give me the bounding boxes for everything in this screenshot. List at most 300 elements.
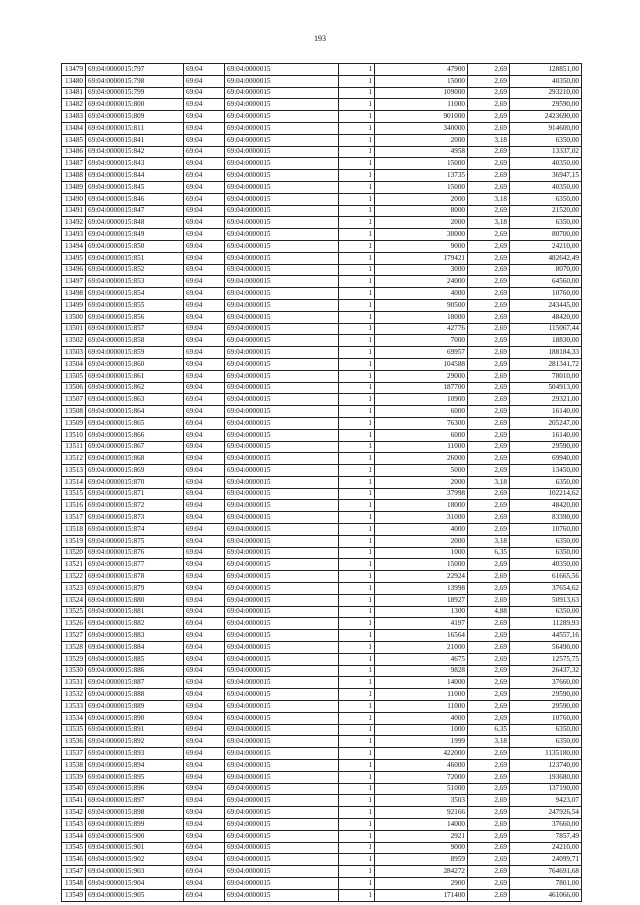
area-cell: 15000 [375,75,468,87]
row-number-cell: 13527 [62,630,86,642]
district-code-cell: 69:04 [184,712,225,724]
table-row [62,618,582,630]
district-code-cell: 69:04 [184,217,225,229]
table-row [62,358,582,370]
row-number-cell: 13519 [62,535,86,547]
cadastral-value-cell: 193680,00 [510,771,582,783]
cadastral-value-cell: 69940,00 [510,453,582,465]
cadastral-number-cell: 69:04:0000015:858 [86,335,184,347]
district-code-cell: 69:04 [184,170,225,182]
cadastral-value-cell: 29590,00 [510,99,582,111]
specific-value-cell: 2,69 [468,264,510,276]
area-cell: 4958 [375,146,468,158]
row-number-cell: 13490 [62,193,86,205]
area-cell: 9828 [375,665,468,677]
cadastral-number-cell: 69:04:0000015:893 [86,748,184,760]
row-number-cell: 13548 [62,877,86,889]
cadastral-number-cell: 69:04:0000015:872 [86,500,184,512]
cadastral-value-cell: 29321,00 [510,394,582,406]
table-row [62,406,582,418]
count-cell: 1 [339,288,375,300]
specific-value-cell: 2,69 [468,406,510,418]
district-code-cell: 69:04 [184,783,225,795]
area-cell: 11000 [375,99,468,111]
district-code-cell: 69:04 [184,736,225,748]
cadastral-value-cell: 83390,00 [510,512,582,524]
cadastral-number-cell: 69:04:0000015:886 [86,665,184,677]
cadastral-number-cell: 69:04:0000015:884 [86,642,184,654]
row-number-cell: 13529 [62,653,86,665]
table-body [62,64,582,902]
cadastral-number-cell: 69:04:0000015:851 [86,252,184,264]
row-number-cell: 13485 [62,134,86,146]
district-code-cell: 69:04 [184,795,225,807]
specific-value-cell: 3,18 [468,736,510,748]
quarter-code-cell: 69:04:0000015 [225,712,339,724]
area-cell: 26000 [375,453,468,465]
table-row [62,252,582,264]
specific-value-cell: 2,69 [468,701,510,713]
district-code-cell: 69:04 [184,583,225,595]
district-code-cell: 69:04 [184,689,225,701]
row-number-cell: 13489 [62,181,86,193]
count-cell: 1 [339,476,375,488]
table-row [62,240,582,252]
row-number-cell: 13546 [62,854,86,866]
cadastral-number-cell: 69:04:0000015:856 [86,311,184,323]
count-cell: 1 [339,677,375,689]
count-cell: 1 [339,370,375,382]
quarter-code-cell: 69:04:0000015 [225,276,339,288]
specific-value-cell: 2,69 [468,524,510,536]
quarter-code-cell: 69:04:0000015 [225,193,339,205]
cadastral-value-cell: 2423690,00 [510,111,582,123]
cadastral-value-cell: 6350,00 [510,476,582,488]
specific-value-cell: 2,69 [468,618,510,630]
count-cell: 1 [339,512,375,524]
row-number-cell: 13534 [62,712,86,724]
cadastral-number-cell: 69:04:0000015:867 [86,441,184,453]
table-row [62,134,582,146]
area-cell: 187700 [375,382,468,394]
row-number-cell: 13487 [62,158,86,170]
cadastral-value-cell: 26437,32 [510,665,582,677]
table-row [62,465,582,477]
count-cell: 1 [339,760,375,772]
cadastral-value-cell: 48420,00 [510,311,582,323]
cadastral-value-cell: 16140,00 [510,429,582,441]
district-code-cell: 69:04 [184,465,225,477]
area-cell: 179421 [375,252,468,264]
row-number-cell: 13488 [62,170,86,182]
cadastral-number-cell: 69:04:0000015:864 [86,406,184,418]
area-cell: 2000 [375,134,468,146]
specific-value-cell: 2,69 [468,417,510,429]
district-code-cell: 69:04 [184,771,225,783]
count-cell: 1 [339,394,375,406]
specific-value-cell: 2,69 [468,689,510,701]
row-number-cell: 13511 [62,441,86,453]
table-row [62,417,582,429]
area-cell: 5000 [375,465,468,477]
specific-value-cell: 2,69 [468,866,510,878]
table-row [62,807,582,819]
row-number-cell: 13503 [62,347,86,359]
specific-value-cell: 2,69 [468,807,510,819]
row-number-cell: 13539 [62,771,86,783]
district-code-cell: 69:04 [184,535,225,547]
area-cell: 1999 [375,736,468,748]
specific-value-cell: 2,69 [468,889,510,901]
specific-value-cell: 6,35 [468,547,510,559]
specific-value-cell: 2,69 [468,771,510,783]
district-code-cell: 69:04 [184,264,225,276]
row-number-cell: 13506 [62,382,86,394]
row-number-cell: 13525 [62,606,86,618]
area-cell: 11000 [375,701,468,713]
cadastral-number-cell: 69:04:0000015:870 [86,476,184,488]
quarter-code-cell: 69:04:0000015 [225,323,339,335]
area-cell: 76300 [375,417,468,429]
area-cell: 14000 [375,819,468,831]
cadastral-value-cell: 6350,00 [510,724,582,736]
table-row [62,547,582,559]
cadastral-value-cell: 29590,00 [510,701,582,713]
cadastral-value-cell: 24099,71 [510,854,582,866]
district-code-cell: 69:04 [184,488,225,500]
specific-value-cell: 3,18 [468,535,510,547]
cadastral-number-cell: 69:04:0000015:880 [86,594,184,606]
cadastral-value-cell: 243445,00 [510,299,582,311]
table-row [62,524,582,536]
area-cell: 42776 [375,323,468,335]
quarter-code-cell: 69:04:0000015 [225,465,339,477]
cadastral-number-cell: 69:04:0000015:902 [86,854,184,866]
specific-value-cell: 2,69 [468,122,510,134]
row-number-cell: 13526 [62,618,86,630]
specific-value-cell: 2,69 [468,571,510,583]
specific-value-cell: 4,88 [468,606,510,618]
row-number-cell: 13531 [62,677,86,689]
specific-value-cell: 2,69 [468,819,510,831]
specific-value-cell: 2,69 [468,311,510,323]
row-number-cell: 13497 [62,276,86,288]
cadastral-number-cell: 69:04:0000015:848 [86,217,184,229]
specific-value-cell: 2,69 [468,99,510,111]
specific-value-cell: 2,69 [468,500,510,512]
quarter-code-cell: 69:04:0000015 [225,429,339,441]
specific-value-cell: 2,69 [468,299,510,311]
row-number-cell: 13516 [62,500,86,512]
cadastral-value-cell: 18830,00 [510,335,582,347]
table-row [62,630,582,642]
row-number-cell: 13481 [62,87,86,99]
cadastral-number-cell: 69:04:0000015:798 [86,75,184,87]
district-code-cell: 69:04 [184,311,225,323]
quarter-code-cell: 69:04:0000015 [225,240,339,252]
table-row [62,783,582,795]
area-cell: 11000 [375,441,468,453]
specific-value-cell: 2,69 [468,323,510,335]
table-row [62,512,582,524]
table-row [62,181,582,193]
count-cell: 1 [339,866,375,878]
cadastral-number-cell: 69:04:0000015:860 [86,358,184,370]
table-row [62,889,582,901]
cadastral-value-cell: 205247,00 [510,417,582,429]
area-cell: 2000 [375,476,468,488]
cadastral-value-cell: 281341,72 [510,358,582,370]
quarter-code-cell: 69:04:0000015 [225,252,339,264]
quarter-code-cell: 69:04:0000015 [225,134,339,146]
district-code-cell: 69:04 [184,830,225,842]
cadastral-number-cell: 69:04:0000015:901 [86,842,184,854]
row-number-cell: 13496 [62,264,86,276]
count-cell: 1 [339,122,375,134]
table-row [62,229,582,241]
table-row [62,476,582,488]
count-cell: 1 [339,642,375,654]
district-code-cell: 69:04 [184,441,225,453]
quarter-code-cell: 69:04:0000015 [225,736,339,748]
district-code-cell: 69:04 [184,323,225,335]
area-cell: 171400 [375,889,468,901]
cadastral-value-cell: 188184,33 [510,347,582,359]
cadastral-number-cell: 69:04:0000015:892 [86,736,184,748]
area-cell: 11000 [375,689,468,701]
area-cell: 4675 [375,653,468,665]
cadastral-number-cell: 69:04:0000015:866 [86,429,184,441]
area-cell: 3503 [375,795,468,807]
cadastral-number-cell: 69:04:0000015:890 [86,712,184,724]
count-cell: 1 [339,819,375,831]
specific-value-cell: 2,69 [468,370,510,382]
district-code-cell: 69:04 [184,594,225,606]
count-cell: 1 [339,842,375,854]
area-cell: 4197 [375,618,468,630]
cadastral-number-cell: 69:04:0000015:891 [86,724,184,736]
specific-value-cell: 2,69 [468,677,510,689]
table-row [62,877,582,889]
quarter-code-cell: 69:04:0000015 [225,288,339,300]
row-number-cell: 13482 [62,99,86,111]
cadastral-number-cell: 69:04:0000015:894 [86,760,184,772]
cadastral-value-cell: 914600,00 [510,122,582,134]
count-cell: 1 [339,736,375,748]
row-number-cell: 13508 [62,406,86,418]
quarter-code-cell: 69:04:0000015 [225,358,339,370]
table-row [62,323,582,335]
specific-value-cell: 3,18 [468,217,510,229]
district-code-cell: 69:04 [184,111,225,123]
row-number-cell: 13543 [62,819,86,831]
area-cell: 29000 [375,370,468,382]
district-code-cell: 69:04 [184,642,225,654]
district-code-cell: 69:04 [184,335,225,347]
specific-value-cell: 2,69 [468,653,510,665]
cadastral-number-cell: 69:04:0000015:842 [86,146,184,158]
cadastral-value-cell: 461066,00 [510,889,582,901]
count-cell: 1 [339,217,375,229]
cadastral-value-cell: 6350,00 [510,606,582,618]
quarter-code-cell: 69:04:0000015 [225,559,339,571]
cadastral-value-cell: 37660,00 [510,819,582,831]
area-cell: 6000 [375,406,468,418]
row-number-cell: 13509 [62,417,86,429]
row-number-cell: 13520 [62,547,86,559]
quarter-code-cell: 69:04:0000015 [225,170,339,182]
count-cell: 1 [339,630,375,642]
cadastral-value-cell: 40350,00 [510,181,582,193]
count-cell: 1 [339,299,375,311]
row-number-cell: 13501 [62,323,86,335]
area-cell: 2000 [375,193,468,205]
row-number-cell: 13518 [62,524,86,536]
row-number-cell: 13545 [62,842,86,854]
quarter-code-cell: 69:04:0000015 [225,877,339,889]
table-row [62,382,582,394]
cadastral-value-cell: 115067,44 [510,323,582,335]
row-number-cell: 13540 [62,783,86,795]
row-number-cell: 13491 [62,205,86,217]
row-number-cell: 13499 [62,299,86,311]
table-row [62,276,582,288]
area-cell: 4000 [375,288,468,300]
area-cell: 4000 [375,524,468,536]
specific-value-cell: 2,69 [468,512,510,524]
quarter-code-cell: 69:04:0000015 [225,524,339,536]
count-cell: 1 [339,417,375,429]
district-code-cell: 69:04 [184,347,225,359]
quarter-code-cell: 69:04:0000015 [225,677,339,689]
cadastral-value-cell: 24210,00 [510,842,582,854]
row-number-cell: 13514 [62,476,86,488]
specific-value-cell: 2,69 [468,111,510,123]
cadastral-value-cell: 7857,49 [510,830,582,842]
specific-value-cell: 2,69 [468,252,510,264]
area-cell: 2921 [375,830,468,842]
cadastral-value-cell: 56490,00 [510,642,582,654]
table-row [62,748,582,760]
quarter-code-cell: 69:04:0000015 [225,642,339,654]
cadastral-value-cell: 16140,00 [510,406,582,418]
cadastral-value-cell: 12575,75 [510,653,582,665]
cadastral-value-cell: 128851,00 [510,64,582,76]
district-code-cell: 69:04 [184,665,225,677]
cadastral-value-cell: 7801,00 [510,877,582,889]
cadastral-value-cell: 29590,00 [510,689,582,701]
district-code-cell: 69:04 [184,866,225,878]
count-cell: 1 [339,500,375,512]
row-number-cell: 13530 [62,665,86,677]
district-code-cell: 69:04 [184,181,225,193]
cadastral-value-cell: 10760,00 [510,712,582,724]
area-cell: 92166 [375,807,468,819]
quarter-code-cell: 69:04:0000015 [225,618,339,630]
quarter-code-cell: 69:04:0000015 [225,370,339,382]
area-cell: 422000 [375,748,468,760]
table-row [62,642,582,654]
count-cell: 1 [339,724,375,736]
table-row [62,146,582,158]
table-row [62,429,582,441]
cadastral-number-cell: 69:04:0000015:900 [86,830,184,842]
cadastral-value-cell: 10760,00 [510,524,582,536]
count-cell: 1 [339,701,375,713]
cadastral-value-cell: 36947,15 [510,170,582,182]
cadastral-value-cell: 504913,00 [510,382,582,394]
quarter-code-cell: 69:04:0000015 [225,335,339,347]
row-number-cell: 13483 [62,111,86,123]
specific-value-cell: 2,69 [468,630,510,642]
cadastral-value-cell: 80700,00 [510,229,582,241]
quarter-code-cell: 69:04:0000015 [225,453,339,465]
district-code-cell: 69:04 [184,571,225,583]
table-row [62,99,582,111]
row-number-cell: 13542 [62,807,86,819]
count-cell: 1 [339,547,375,559]
district-code-cell: 69:04 [184,547,225,559]
table-row [62,311,582,323]
row-number-cell: 13510 [62,429,86,441]
district-code-cell: 69:04 [184,512,225,524]
quarter-code-cell: 69:04:0000015 [225,500,339,512]
area-cell: 4000 [375,712,468,724]
quarter-code-cell: 69:04:0000015 [225,889,339,901]
row-number-cell: 13515 [62,488,86,500]
quarter-code-cell: 69:04:0000015 [225,630,339,642]
specific-value-cell: 2,69 [468,394,510,406]
district-code-cell: 69:04 [184,877,225,889]
district-code-cell: 69:04 [184,193,225,205]
row-number-cell: 13523 [62,583,86,595]
row-number-cell: 13532 [62,689,86,701]
cadastral-number-cell: 69:04:0000015:843 [86,158,184,170]
quarter-code-cell: 69:04:0000015 [225,406,339,418]
district-code-cell: 69:04 [184,417,225,429]
row-number-cell: 13512 [62,453,86,465]
quarter-code-cell: 69:04:0000015 [225,819,339,831]
quarter-code-cell: 69:04:0000015 [225,512,339,524]
cadastral-number-cell: 69:04:0000015:903 [86,866,184,878]
cadastral-number-cell: 69:04:0000015:898 [86,807,184,819]
area-cell: 284272 [375,866,468,878]
table-row [62,819,582,831]
district-code-cell: 69:04 [184,99,225,111]
cadastral-number-cell: 69:04:0000015:847 [86,205,184,217]
count-cell: 1 [339,535,375,547]
cadastral-number-cell: 69:04:0000015:862 [86,382,184,394]
specific-value-cell: 2,69 [468,335,510,347]
specific-value-cell: 2,69 [468,854,510,866]
count-cell: 1 [339,311,375,323]
area-cell: 15000 [375,158,468,170]
quarter-code-cell: 69:04:0000015 [225,264,339,276]
row-number-cell: 13504 [62,358,86,370]
specific-value-cell: 2,69 [468,453,510,465]
quarter-code-cell: 69:04:0000015 [225,724,339,736]
row-number-cell: 13513 [62,465,86,477]
row-number-cell: 13495 [62,252,86,264]
table-row [62,606,582,618]
quarter-code-cell: 69:04:0000015 [225,547,339,559]
area-cell: 18000 [375,500,468,512]
count-cell: 1 [339,795,375,807]
area-cell: 15000 [375,559,468,571]
area-cell: 22924 [375,571,468,583]
quarter-code-cell: 69:04:0000015 [225,146,339,158]
quarter-code-cell: 69:04:0000015 [225,771,339,783]
